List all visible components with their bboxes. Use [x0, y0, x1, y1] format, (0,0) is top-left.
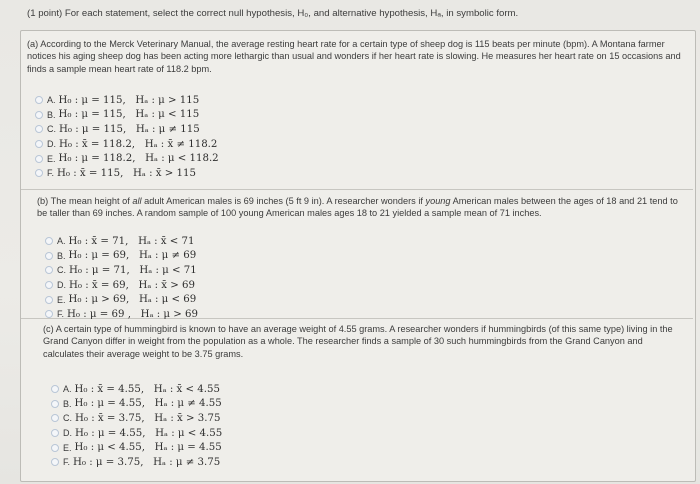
radio-button[interactable]: [45, 310, 53, 318]
radio-button[interactable]: [45, 296, 53, 304]
radio-button[interactable]: [45, 266, 53, 274]
radio-button[interactable]: [35, 169, 43, 177]
part-c-option-a[interactable]: A. H₀ : x̄ = 4.55, Hₐ : x̄ < 4.55: [51, 382, 222, 397]
radio-button[interactable]: [45, 281, 53, 289]
part-c-option-d[interactable]: D. H₀ : μ = 4.55, Hₐ : μ < 4.55: [51, 426, 222, 441]
part-b-option-e[interactable]: E. H₀ : μ > 69, Hₐ : μ < 69: [45, 292, 198, 307]
part-a-options: [35, 93, 219, 181]
part-b-option-b[interactable]: B. H₀ : μ = 69, Hₐ : μ ≠ 69: [45, 249, 198, 264]
radio-button[interactable]: [35, 140, 43, 148]
part-c-option-b[interactable]: B. H₀ : μ = 4.55, Hₐ : μ ≠ 4.55: [51, 397, 222, 412]
part-a-option-d[interactable]: D. H₀ : x̄ = 118.2, Hₐ : x̄ ≠ 118.2: [35, 137, 219, 152]
radio-button[interactable]: [35, 125, 43, 133]
part-b-option-f[interactable]: F. H₀ : μ = 69 , Hₐ : μ > 69: [45, 307, 198, 322]
radio-button[interactable]: [51, 414, 59, 422]
radio-button[interactable]: [35, 155, 43, 163]
part-a: [27, 38, 690, 75]
radio-button[interactable]: [51, 458, 59, 466]
part-c-option-e[interactable]: E. H₀ : μ < 4.55, Hₐ : μ = 4.55: [51, 440, 222, 455]
part-c-options: [51, 382, 222, 470]
radio-button[interactable]: [35, 96, 43, 104]
part-c-option-c[interactable]: C. H₀ : x̄ = 3.75, Hₐ : x̄ > 3.75: [51, 411, 222, 426]
part-b-option-d[interactable]: D. H₀ : x̄ = 69, Hₐ : x̄ > 69: [45, 278, 198, 293]
part-c-prompt: (c) A certain type of hummingbird is known to have an average weight of 4.55 grams. A researcher wonders if hummingbirds (of this same type) living in the Grand Canyon differ in weight from the population as a whole. The researcher finds a sample of 30 such hummingbirds from the Grand Canyon and calculates their average weight to be 3.75 grams.: [43, 324, 673, 359]
part-a-prompt: (a) According to the Merck Veterinary Manual, the average resting heart rate for a certain type of sheep dog is 115 beats per minute (bpm). A Montana farmer notices his aging sheep dog has been acting more lethargic than usual and wonders if her heart rate is slowing. He measures her heart rate on 15 occasions and finds a sample mean heart rate of 118.2 bpm.: [27, 39, 681, 74]
part-a-option-b[interactable]: B. H₀ : μ = 115, Hₐ : μ < 115: [35, 108, 219, 123]
part-b: [37, 195, 687, 220]
radio-button[interactable]: [35, 111, 43, 119]
part-a-option-c[interactable]: C. H₀ : μ = 115, Hₐ : μ ≠ 115: [35, 122, 219, 137]
part-c: [43, 323, 683, 360]
question-header: (1 point) For each statement, select the correct null hypothesis, H₀, and alternative hypothesis, Hₐ, in symbolic form.: [27, 8, 519, 19]
radio-button[interactable]: [51, 444, 59, 452]
part-a-option-a[interactable]: A. H₀ : μ = 115, Hₐ : μ > 115: [35, 93, 219, 108]
part-b-option-a[interactable]: A. H₀ : x̄ = 71, Hₐ : x̄ < 71: [45, 234, 198, 249]
radio-button[interactable]: [45, 252, 53, 260]
divider-b: [21, 189, 693, 190]
radio-button[interactable]: [51, 385, 59, 393]
radio-button[interactable]: [45, 237, 53, 245]
part-b-prompt: (b) The mean height of all adult American males is 69 inches (5 ft 9 in). A researcher wonders if young American males between the ages of 18 and 21 tend to be taller than 69 inches. A random sample of 100 young American males ages 18 to 21 yielded a sample mean of 71 inches.: [37, 196, 678, 219]
part-b-options: [45, 234, 198, 322]
part-c-option-f[interactable]: F. H₀ : μ = 3.75, Hₐ : μ ≠ 3.75: [51, 455, 222, 470]
radio-button[interactable]: [51, 400, 59, 408]
part-a-option-f[interactable]: F. H₀ : x̄ = 115, Hₐ : x̄ > 115: [35, 166, 219, 181]
part-a-option-e[interactable]: E. H₀ : μ = 118.2, Hₐ : μ < 118.2: [35, 151, 219, 166]
radio-button[interactable]: [51, 429, 59, 437]
part-b-option-c[interactable]: C. H₀ : μ = 71, Hₐ : μ < 71: [45, 263, 198, 278]
